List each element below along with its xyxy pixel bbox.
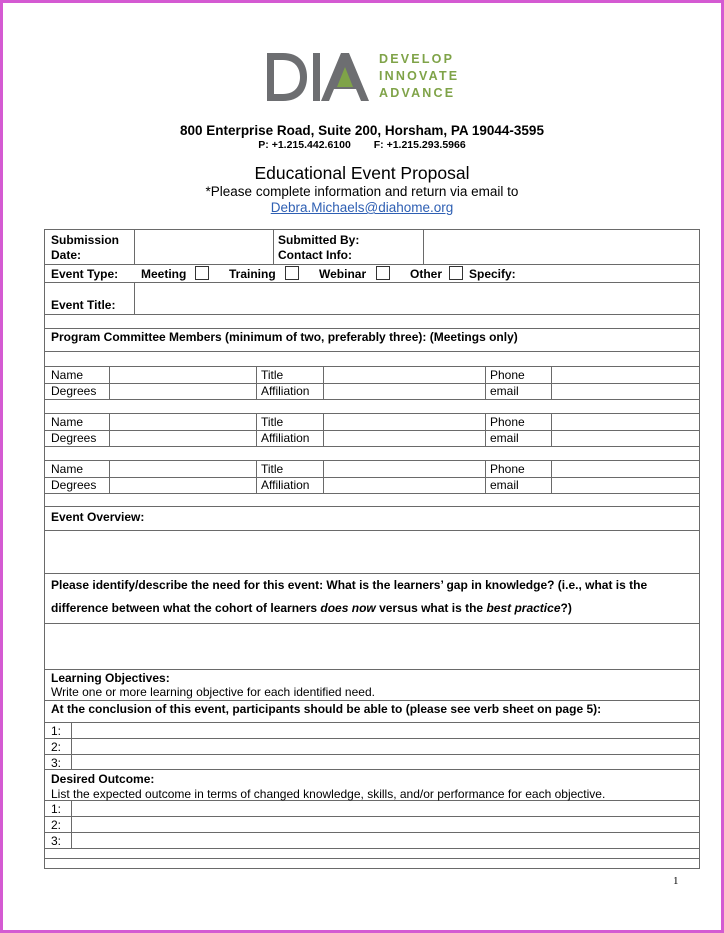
degrees-label: Degrees [51, 384, 97, 398]
address: 800 Enterprise Road, Suite 200, Horsham, PA 19044-3595 [180, 123, 544, 138]
need-answer-field[interactable] [45, 624, 699, 668]
page-title: Educational Event Proposal [254, 163, 470, 183]
event-type-label: Event Type: [51, 267, 119, 281]
degrees-label: Degrees [51, 431, 97, 445]
outcome-3-field[interactable] [72, 833, 698, 848]
webinar-checkbox[interactable] [376, 266, 390, 280]
submission-date-label-1: Submission [51, 233, 120, 247]
need-question-line-1: Please identify/describe the need for this event: What is the learners’ gap in knowledge? (i.e., what is the [51, 578, 648, 592]
instructions: *Please complete information and return via email to [205, 184, 519, 199]
fax: F: +1.215.293.5966 [373, 139, 466, 151]
learning-objectives-instruction: Write one or more learning objective for each identified need. [51, 685, 375, 699]
name-label: Name [51, 368, 84, 382]
name-label: Name [51, 462, 84, 476]
specify-label: Specify: [469, 267, 516, 281]
email-label: email [490, 478, 519, 492]
event-title-field[interactable] [135, 283, 698, 313]
tagline-advance: ADVANCE [379, 86, 456, 100]
email-link[interactable]: Debra.Michaels@diahome.org [270, 200, 454, 215]
objective-1-field[interactable] [72, 723, 698, 738]
conclusion-label: At the conclusion of this event, participants should be able to (please see verb sheet on page 5): [51, 702, 602, 716]
phone-label: Phone [490, 368, 525, 382]
submitted-by-label: Submitted By: [278, 233, 360, 247]
learning-objectives-label: Learning Objectives: [51, 671, 170, 685]
title-label: Title [261, 415, 284, 429]
desired-outcome-label: Desired Outcome: [51, 772, 155, 786]
committee-label: Program Committee Members (minimum of two, preferably three): (Meetings only) [51, 330, 518, 344]
training-checkbox[interactable] [285, 266, 299, 280]
tagline-develop: DEVELOP [379, 52, 455, 66]
page-number: 1 [673, 875, 679, 887]
outcome-1-field[interactable] [72, 801, 698, 816]
title-label: Title [261, 368, 284, 382]
outcome-1-number: 1: [51, 802, 62, 816]
phone-fax [3, 139, 721, 151]
objective-3-field[interactable] [72, 755, 698, 769]
degrees-label: Degrees [51, 478, 97, 492]
submission-date-field[interactable] [135, 230, 272, 263]
objective-3-number: 3: [51, 756, 62, 770]
meeting-checkbox[interactable] [195, 266, 209, 280]
tagline-innovate: INNOVATE [379, 69, 460, 83]
event-title-label: Event Title: [51, 298, 116, 312]
phone: P: +1.215.442.6100 [258, 139, 351, 151]
event-overview-label: Event Overview: [51, 510, 145, 524]
other-checkbox[interactable] [449, 266, 463, 280]
phone-label: Phone [490, 415, 525, 429]
email-label: email [490, 431, 519, 445]
need-question-line-2: difference between what the cohort of learners does now versus what is the best practice?) [51, 601, 572, 615]
objective-1-number: 1: [51, 724, 62, 738]
other-label: Other [410, 267, 443, 281]
webinar-label: Webinar [319, 267, 367, 281]
dia-logo-mark [265, 49, 373, 105]
title-label: Title [261, 462, 284, 476]
outcome-2-field[interactable] [72, 817, 698, 832]
submitted-by-field[interactable] [424, 230, 698, 263]
affiliation-label: Affiliation [261, 384, 310, 398]
event-overview-field[interactable] [45, 531, 699, 572]
email-label: email [490, 384, 519, 398]
name-label: Name [51, 415, 84, 429]
submission-date-label-2: Date: [51, 248, 82, 262]
affiliation-label: Affiliation [261, 431, 310, 445]
objective-2-number: 2: [51, 740, 62, 754]
objective-2-field[interactable] [72, 739, 698, 754]
contact-info-label: Contact Info: [278, 248, 352, 262]
outcome-2-number: 2: [51, 818, 62, 832]
affiliation-label: Affiliation [261, 478, 310, 492]
phone-label: Phone [490, 462, 525, 476]
desired-outcome-instruction: List the expected outcome in terms of changed knowledge, skills, and/or performance for each objective. [51, 787, 606, 801]
training-label: Training [229, 267, 276, 281]
meeting-label: Meeting [141, 267, 187, 281]
outcome-3-number: 3: [51, 834, 62, 848]
